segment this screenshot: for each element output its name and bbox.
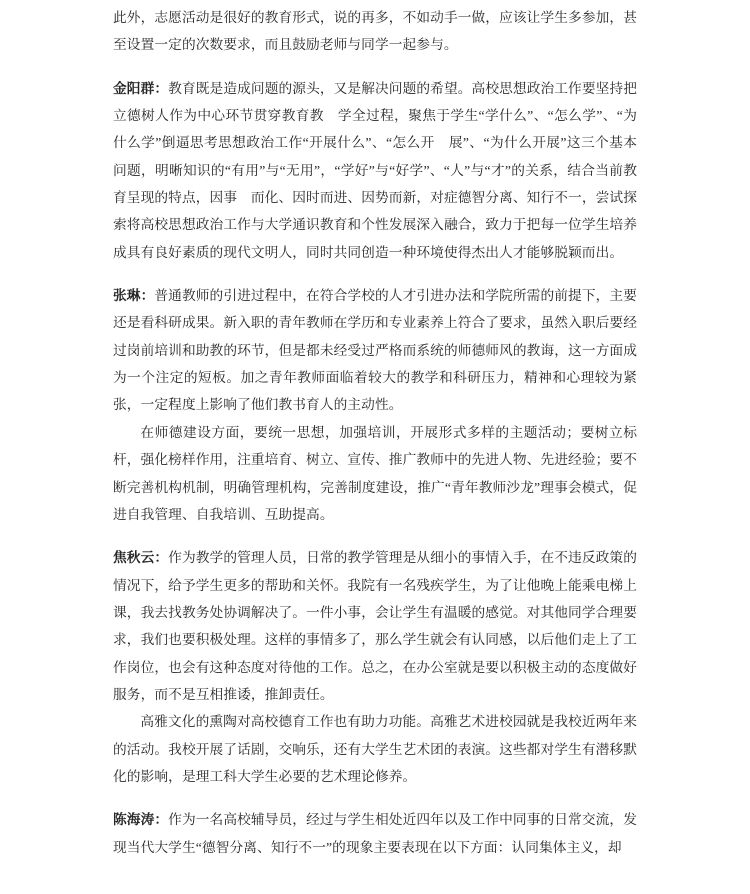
paragraph bbox=[113, 708, 637, 790]
paragraph-text: 此外，志愿活动是很好的教育形式，说的再多，不如动手一做，应该让学生多参加，甚至设置一定的次数要求，而且鼓励老师与同学一起参与。 bbox=[113, 10, 637, 53]
speaker-name: 金阳群： bbox=[113, 80, 169, 96]
speaker-name: 张琳： bbox=[113, 288, 155, 304]
paragraph-text: 作为一名高校辅导员，经过与学生相处近四年以及工作中同事的日常交流，发现当代大学生“德智分离、知行不一”的现象主要表现在以下方面：认同集体主义，却 bbox=[113, 812, 638, 855]
paragraph-list bbox=[113, 4, 637, 861]
speaker-turn bbox=[113, 544, 637, 790]
speaker-name: 陈海涛： bbox=[113, 812, 169, 828]
paragraph bbox=[113, 419, 637, 528]
paragraph bbox=[113, 4, 637, 59]
paragraph-text: 高雅文化的熏陶对高校德育工作也有助力功能。高雅艺术进校园就是我校近两年来的活动。我校开展了话剧，交响乐，还有大学生艺术团的表演。这些都对学生有潜移默化的影响，是理工科大学生必要的艺术理论修养。 bbox=[113, 714, 637, 784]
paragraph bbox=[113, 806, 637, 861]
speaker-turn bbox=[113, 75, 637, 266]
speaker-turn bbox=[113, 806, 637, 861]
paragraph bbox=[113, 544, 637, 708]
paragraph bbox=[113, 75, 637, 266]
paragraph-text: 教育既是造成问题的源头，又是解决问题的希望。高校思想政治工作要坚持把立德树人作为中心环节贯穿教育教 学全过程，聚焦于学生“学什么”、“怎么学”、“为什么学”倒逼思考思想政治工作“开展什么”、“怎么开 展”、“为什么开展”这三个基本问题，明晰知识的“有用”与“无用”，“学好”与“好学”、“人”与“才”的关系，结合当前教育呈现的特点，因事 而化、因时而进、因势而新，对症德智分离、知行不一，尝试探索将高校思想政治工作与大学通识教育和个性发展深入融合，致力于把每一位学生培养成具有良好素质的现代文明人，同时共同创造一种环境使得杰出人才能够脱颖而出。 bbox=[113, 80, 638, 260]
paragraph-text: 普通教师的引进过程中，在符合学校的人才引进办法和学院所需的前提下，主要还是看科研成果。新入职的青年教师在学历和专业素养上符合了要求，虽然入职后要经过岗前培训和助教的环节，但是都未经受过严格而系统的师德师风的教诲，这一方面成为一个注定的短板。加之青年教师面临着较大的教学和科研压力，精神和心理较为紧张，一定程度上影响了他们教书育人的主动性。 bbox=[113, 288, 637, 413]
speaker-name: 焦秋云： bbox=[113, 550, 169, 566]
speaker-turn bbox=[113, 4, 637, 59]
paragraph-text: 在师德建设方面，要统一思想，加强培训，开展形式多样的主题活动；要树立标杆，强化榜样作用，注重培育、树立、宣传、推广教师中的先进人物、先进经验；要不断完善机构机制，明确管理机构，完善制度建设，推广“青年教师沙龙”理事会模式，促进自我管理、自我培训、互助提高。 bbox=[113, 424, 637, 522]
paragraph-text: 作为教学的管理人员，日常的教学管理是从细小的事情入手，在不违反政策的情况下，给予学生更多的帮助和关怀。我院有一名残疾学生，为了让他晚上能乘电梯上课，我去找教务处协调解决了。一件小事，会让学生有温暖的感觉。对其他同学合理要求，我们也要积极处理。这样的事情多了，那么学生就会有认同感，以后他们走上了工作岗位，也会有这种态度对待他的工作。总之，在办公室就是要以积极主动的态度做好服务，而不是互相推诿，推卸责任。 bbox=[113, 550, 638, 702]
speaker-turn bbox=[113, 282, 637, 528]
paragraph bbox=[113, 282, 637, 419]
